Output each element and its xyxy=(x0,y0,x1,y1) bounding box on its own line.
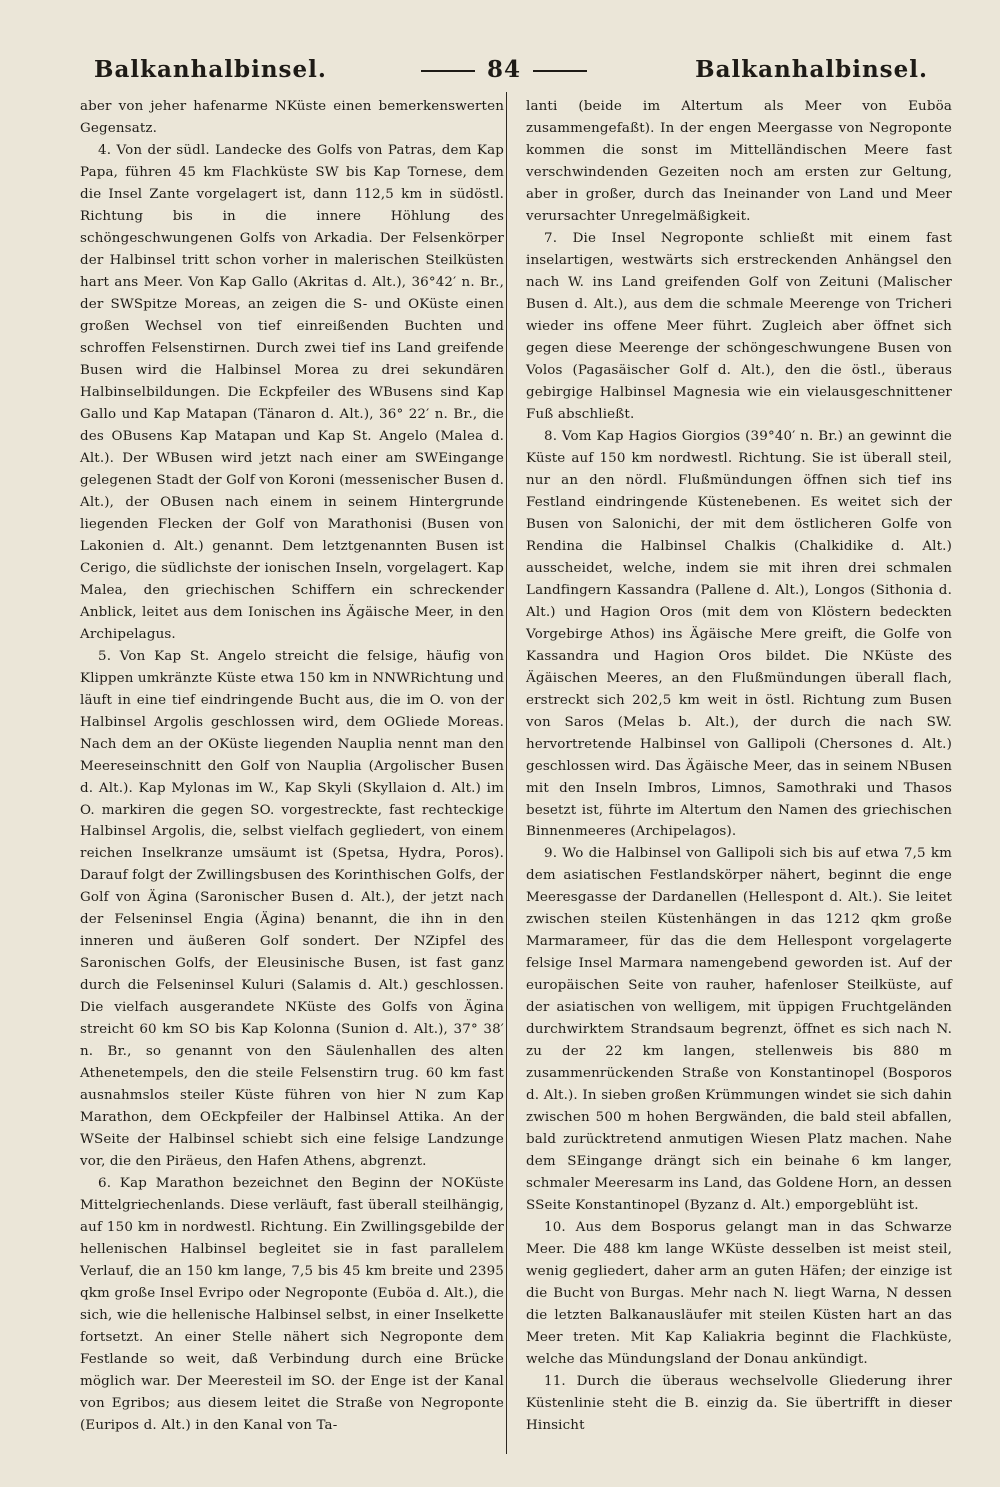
header-right-title: Balkanhalbinsel. xyxy=(695,56,928,83)
paragraph: 4. Von der südl. Landecke des Golfs von Patras, dem Kap Papa, führen 45 km Flachküste SW bis Kap Tornese, dem die Insel Zante vorgelagert ist, dann 112,5 km in südöstl. Richtung bis in die innere Höhlung des schöngeschwungenen Golfs von Arkadia. Der Felsenkörper der Halbinsel tritt schon vorher in malerischen Steilküsten hart ans Meer. Von Kap Gallo (Akritas d. Alt.), 36°42′ n. Br., der SWSpitze Moreas, an zeigen die S- und OKüste einen großen Wechsel von tief einreißenden Buchten und schroffen Felsenstirnen. Durch zwei tief ins Land greifende Busen wird die Halbinsel Morea zu drei sekundären Halbinselbildungen. Die Eckpfeiler des WBusens sind Kap Gallo und Kap Matapan (Tänaron d. Alt.), 36° 22′ n. Br., die des OBusens Kap Matapan und Kap St. Angelo (Malea d. Alt.). Der WBusen wird jetzt nach einer am SWEingange gelegenen Stadt der Golf von Koroni (messenischer Busen d. Alt.), der OBusen nach einem in seinem Hintergrunde liegenden Flecken der Golf von Marathonisi (Busen von Lakonien d. Alt.) genannt. Dem letztgenannten Busen ist Cerigo, die südlichste der ionischen Inseln, vorgelagert. Kap Malea, den griechischen Schiffern ein schreckender Anblick, leitet aus dem Ionischen ins Ägäische Meer, in den Archipelagus. xyxy=(80,142,504,642)
paragraph: 6. Kap Marathon bezeichnet den Beginn der NOKüste Mittelgriechenlands. Diese verläuft, fast überall steilhängig, auf 150 km in nordwestl. Richtung. Ein Zwillingsgebilde der hellenischen Halbinsel begleitet sie in fast parallelem Verlauf, die an 150 km lange, 7,5 bis 45 km breite und 2395 qkm große Insel Evripo oder Negroponte (Euböa d. Alt.), die sich, wie die hellenische Halbinsel selbst, in einer Inselkette fortsetzt. An einer Stelle nähert sich Negroponte dem Festlande so weit, daß Verbindung durch eine Brücke möglich war. Der Meeresteil im SO. der Enge ist der Kanal von Egribos; aus diesem leitet die Straße von Negroponte (Euripos d. Alt.) in den Kanal von Ta- xyxy=(80,1176,504,1434)
header-dash-left xyxy=(421,70,475,72)
paragraph: 5. Von Kap St. Angelo streicht die felsige, häufig von Klippen umkränzte Küste etwa 150 km in NNWRichtung und läuft in eine tief eindringende Bucht aus, die im O. von der Halbinsel Argolis geschlossen wird, dem OGliede Moreas. Nach dem an der OKüste liegenden Nauplia nennt man den Meereseinschnitt den Golf von Nauplia (Argolischer Busen d. Alt.). Kap Mylonas im W., Kap Skyli (Skyllaion d. Alt.) im O. markiren die gegen SO. vorgestreckte, fast rechteckige Halbinsel Argolis, die, selbst vielfach gegliedert, von einem reichen Inselkranze umsäumt ist (Spetsa, Hydra, Poros). Darauf folgt der Zwillingsbusen des Korinthischen Golfs, der Golf von Ägina (Saronischer Busen d. Alt.), der jetzt nach der Felseninsel Engia (Ägina) benannt, die ihn in den inneren und äußeren Golf sondert. Der NZipfel des Saronischen Golfs, der Eleusinische Busen, ist fast ganz durch die Felseninsel Kuluri (Salamis d. Alt.) geschlossen. Die vielfach ausgerandete NKüste des Golfs von Ägina streicht 60 km SO bis Kap Kolonna (Sunion d. Alt.), 37° 38′ n. Br., so genannt von den Säulenhallen des alten Athenetempels, den die steile Felsenstirn trug. 60 km fast ausnahmslos steiler Küste führen von hier N zum Kap Marathon, dem OEckpfeiler der Halbinsel Attika. An der WSeite der Halbinsel schiebt sich eine felsige Landzunge vor, die den Piräeus, den Hafen Athens, abgrenzt. xyxy=(80,648,504,1170)
paragraph: 10. Aus dem Bosporus gelangt man in das Schwarze Meer. Die 488 km lange WKüste desselben ist meist steil, wenig gegliedert, daher arm an guten Häfen; der einzige ist die Bucht von Burgas. Mehr nach N. liegt Warna, N dessen die letzten Balkanausläufer mit steilen Küsten hart an das Meer treten. Mit Kap Kaliakria beginnt die Flachküste, welche das Mündungsland der Donau ankündigt. xyxy=(526,1220,952,1368)
header-dash-right xyxy=(533,70,587,72)
paragraph: lanti (beide im Altertum als Meer von Euböa zusammengefaßt). In der engen Meergasse von Negroponte kommen die sonst im Mittelländischen Meere fast verschwindenden Gezeiten noch am ersten zur Geltung, aber in großer, durch das Ineinander von Land und Meer verursachter Unregelmäßigkeit. xyxy=(526,99,952,224)
header-left-title: Balkanhalbinsel. xyxy=(94,56,327,83)
left-column xyxy=(80,96,504,1437)
page-number: 84 xyxy=(486,56,521,83)
column-divider xyxy=(506,92,507,1454)
paragraph: 8. Vom Kap Hagios Giorgios (39°40′ n. Br.) an gewinnt die Küste auf 150 km nordwestl. Richtung. Sie ist überall steil, nur an den nördl. Flußmündungen öffnen sich tief ins Festland eindringende Küstenebenen. Es weitet sich der Busen von Salonichi, der mit dem östlicheren Golfe von Rendina die Halbinsel Chalkis (Chalkidike d. Alt.) ausscheidet, welche, indem sie mit ihren drei schmalen Landfingern Kassandra (Pallene d. Alt.), Longos (Sithonia d. Alt.) und Hagion Oros (mit dem von Klöstern bedeckten Vorgebirge Athos) ins Ägäische Mere greift, die Golfe von Kassandra und Hagion Oros bildet. Die NKüste des Ägäischen Meeres, an den Flußmündungen überall flach, erstreckt sich 202,5 km weit in östl. Richtung zum Busen von Saros (Melas b. Alt.), der durch die nach SW. hervortretende Halbinsel von Gallipoli (Chersones d. Alt.) geschlossen wird. Das Ägäische Meer, das in seinem NBusen mit den Inseln Imbros, Limnos, Samothraki und Thasos besetzt ist, führte im Altertum den Namen des griechischen Binnenmeeres (Archipelagos). xyxy=(526,428,952,840)
paragraph: 11. Durch die überaus wechselvolle Gliederung ihrer Küstenlinie steht die B. einzig da. Sie übertrifft in dieser Hinsicht xyxy=(526,1374,952,1434)
paragraph: 9. Wo die Halbinsel von Gallipoli sich bis auf etwa 7,5 km dem asiatischen Festlandskörper nähert, beginnt die enge Meeresgasse der Dardanellen (Hellespont d. Alt.). Sie leitet zwischen steilen Küstenhängen in das 1212 qkm große Marmarameer, für das die dem Hellespont vorgelagerte felsige Insel Marmara namengebend geworden ist. Auf der europäischen Seite von rauher, hafenloser Steilküste, auf der asiatischen von welligem, mit üppigen Fruchtgeländen durchwirktem Strandsaum begrenzt, öffnet es sich nach N. zu der 22 km langen, stellenweis bis 880 m zusammenrückenden Straße von Konstantinopel (Bosporos d. Alt.). In sieben großen Krümmungen windet sie sich dahin zwischen 500 m hohen Bergwänden, die bald steil abfallen, bald zurücktretend anmutigen Wiesen Platz machen. Nahe dem SEingange drängt sich ein beinahe 6 km langer, schmaler Meeresarm ins Land, das Goldene Horn, an dessen SSeite Konstantinopel (Byzanz d. Alt.) emporgeblüht ist. xyxy=(526,846,952,1214)
paragraph: aber von jeher hafenarme NKüste einen bemerkenswerten Gegensatz. xyxy=(80,99,504,136)
right-column xyxy=(526,96,952,1437)
running-header xyxy=(80,56,928,92)
paragraph: 7. Die Insel Negroponte schließt mit einem fast inselartigen, westwärts sich erstreckenden Anhängsel den nach W. ins Land greifenden Golf von Zeituni (Malischer Busen d. Alt.), aus dem die schmale Meerenge von Tricheri wieder ins offene Meer führt. Zugleich aber öffnet sich gegen diese Meerenge der schöngeschwungene Busen von Volos (Pagasäischer Golf d. Alt.), den die östl., überaus gebirgige Halbinsel Magnesia wie ein vielausgeschnittener Fuß abschließt. xyxy=(526,230,952,422)
